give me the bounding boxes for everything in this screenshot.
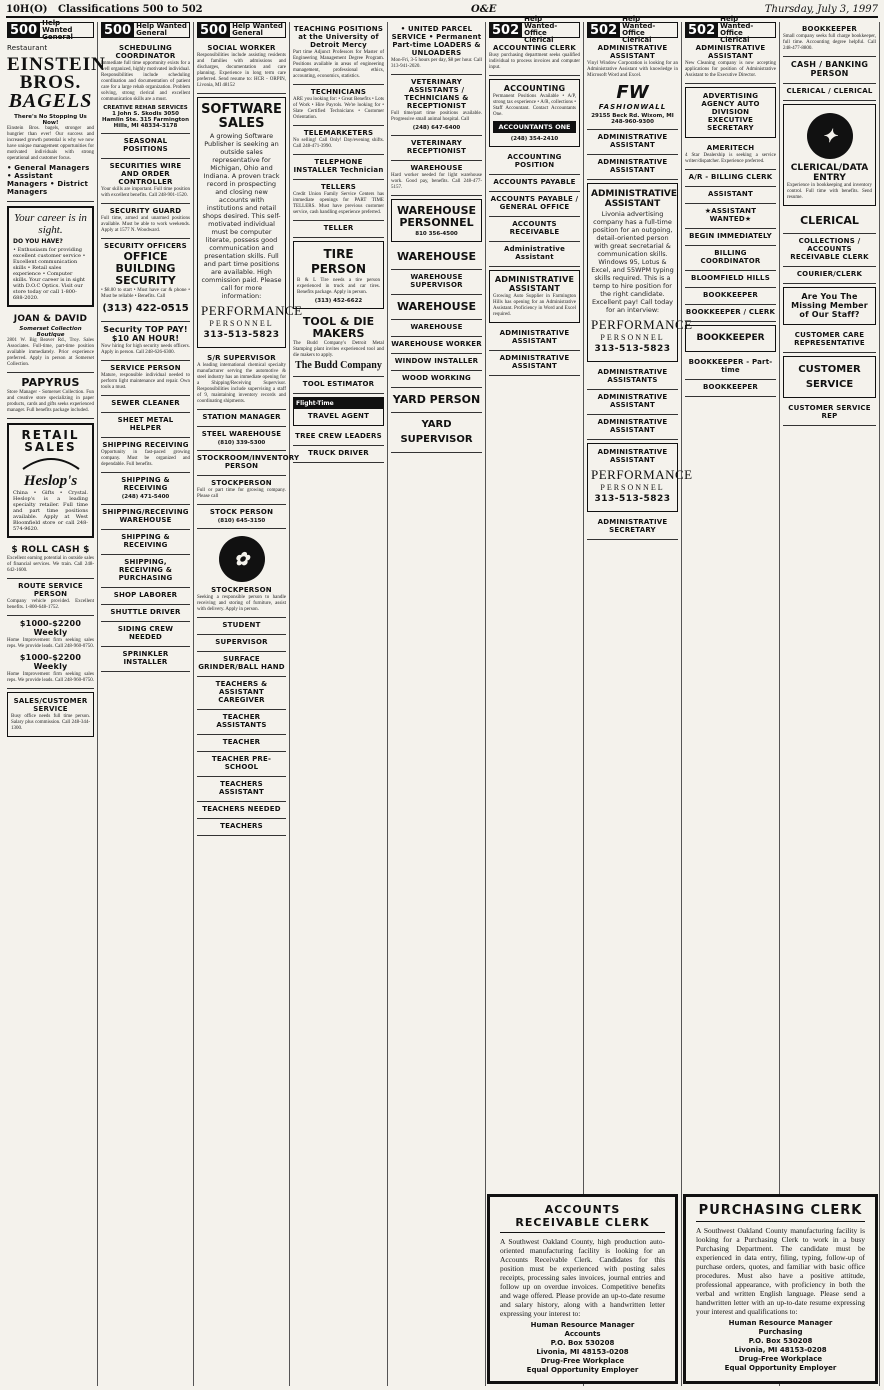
teachers-2-ad: TEACHERS	[197, 819, 286, 836]
accounting-clerk-ad: ACCOUNTING CLERK Busy purchasing department seeks qualified individual to process invoices and computer input.	[489, 41, 580, 76]
section-header: 500 Help Wanted General	[197, 22, 286, 38]
section-header: 500 Help Wanted General	[101, 22, 190, 38]
sales-customer-ad: SALES/CUSTOMER SERVICE Busy office needs full time person. Salary plus commission. Call 248-344-1300.	[7, 692, 94, 737]
customer-service-rep-ad: CUSTOMER SERVICE REP	[783, 401, 876, 426]
bloomfield-ad: BLOOMFIELD HILLS	[685, 271, 776, 288]
admin-assistants-ad: ADMINISTRATIVE ASSISTANTS	[587, 365, 678, 390]
cash-banking-ad: CASH / BANKING PERSON	[783, 57, 876, 84]
warehouse-3-ad: WAREHOUSE	[391, 295, 482, 320]
route-service-ad: ROUTE SERVICE PERSON Company vehicle provided. Excellent benefits. 1-800-648-1752.	[7, 579, 94, 616]
seasonal-ad: SEASONAL POSITIONS	[101, 134, 190, 159]
warehouse-ad: WAREHOUSE Hard worker needed for light warehouse work. Good pay, benefits. Call 248-477-5157.	[391, 161, 482, 196]
issue-date: Thursday, July 3, 1997	[764, 4, 878, 15]
admin-assistant-ad: Administrative Assistant	[489, 242, 580, 267]
wood-working-ad: WOOD WORKING	[391, 371, 482, 388]
assistant-ad: ASSISTANT	[685, 187, 776, 204]
stockperson-logo-ad: ✿ STOCKPERSON Seeking a responsible person to handle receiving and storing of furniture, assist with delivery. Apply in person.	[197, 529, 286, 618]
tellers-ad: TELLERS Credit Union Family Service Centers has immediate openings for PART TIME TELLERS. Must have previous customer service, cash handling experience preferred.	[293, 180, 384, 221]
teacher-preschool-ad: TEACHER PRE-SCHOOL	[197, 752, 286, 777]
classified-columns	[4, 15, 880, 1386]
missing-member-ad: Are You The Missing Member of Our Staff?	[783, 287, 876, 325]
ar-billing-ad: A/R - BILLING CLERK	[685, 170, 776, 187]
bookkeeper-ad: BOOKKEEPER Small company seeks full charge bookkeeper, full time. Accounting degree helpful. Call 248-477-8800.	[783, 22, 876, 57]
fashionwall-ad: ADMINISTRATIVE ASSISTANT Vinyl Window Corporation is looking for an Administrative Assistant with knowledge in Microsoft Word and Excel. FW FASHIONWALL 29155 Beck Rd. Wixom, MI 248-960-9300	[587, 41, 678, 130]
customer-care-ad: CUSTOMER CARE REPRESENTATIVE	[783, 328, 876, 353]
teachers-assistant-ad: TEACHERS ASSISTANT	[197, 777, 286, 802]
veterinary-ad: VETERINARY ASSISTANTS / TECHNICIANS & RECEPTIONIST Full time/part time positions available. Progressive small animal hospital. Call (248) 647-6400	[391, 75, 482, 136]
column-8	[682, 15, 780, 1386]
shipping-receiving-3-ad: SHIPPING & RECEIVING	[101, 530, 190, 555]
accounts-payable-general-ad: ACCOUNTS PAYABLE / GENERAL OFFICE	[489, 192, 580, 217]
truck-driver-ad: TRUCK DRIVER	[293, 446, 384, 463]
shipping-purchasing-ad: SHIPPING, RECEIVING & PURCHASING	[101, 555, 190, 588]
shipping-warehouse-ad: SHIPPING/RECEIVING WAREHOUSE	[101, 505, 190, 530]
warehouse-worker-ad: WAREHOUSE WORKER	[391, 337, 482, 354]
column-9	[780, 22, 880, 1386]
warehouse-personnel-ad: WAREHOUSE PERSONNEL 810 356-4500	[391, 199, 482, 242]
securities-ad: SECURITIES WIRE AND ORDER CONTROLLER Your skills are important. Full time position with excellent benefits. Call 248-901-1520.	[101, 159, 190, 204]
purchasing-clerk-ad: PURCHASING CLERK A Southwest Oakland County manufacturing facility is looking for a Purchasing Clerk to work in a busy Purchasing Department. The candidate must be experienced in data entry, filing, typing, follow-up of purchase orders, quotes, and familiar with basic office procedures. Must also have a positive attitude, professional appearance, with proficiency in both the verbal and written English language. Please send a handwritten letter with an up-to-date resume expressing your interest and qualifications to: Human Resource Manager Purchasing P.O. Box 530208 Livonia, MI 48153-0208 Drug-Free Workplace Equal Opportunity Employer	[683, 1194, 878, 1384]
teller-ad: TELLER	[293, 221, 384, 238]
window-installer-ad: WINDOW INSTALLER	[391, 354, 482, 371]
admin-assistant-ad: ADMINISTRATIVE ASSISTANT	[587, 130, 678, 155]
begin-immediately-ad: BEGIN IMMEDIATELY	[685, 229, 776, 246]
billing-coordinator-ad: BILLING COORDINATOR	[685, 246, 776, 271]
sheet-metal-ad: SHEET METAL HELPER	[101, 413, 190, 438]
teaching-positions-ad: TEACHING POSITIONS at the University of Detroit Mercy Part time Adjunct Professors for Master of Engineering Management Degree Program. Positions available in areas of engineering management, professional ethics, accounting, economics, statistics.	[293, 22, 384, 85]
admin-assistant-3-ad: ADMINISTRATIVE ASSISTANT	[489, 326, 580, 351]
warehouse-4-ad: WAREHOUSE	[391, 320, 482, 337]
telemarketers-ad: TELEMARKETERS No selling! Call Only! Day/evening shifts. Call 248-471-3990.	[293, 126, 384, 155]
livonia-admin-ad: ADMINISTRATIVE ASSISTANT Livonia advertising company has a full-time position for an outgoing, detail-oriented person with great secretarial & communication skills. Windows 95, Lotus & Excel, and 55WPM typing skills required. This is a temp to hire position for the right candidate. Excellent pay! Call today for an interview: PERFORMANCE PERSONNEL 313-513-5823	[587, 183, 678, 362]
bookkeeper-ad: BOOKKEEPER	[685, 288, 776, 305]
teachers-needed-ad: TEACHERS NEEDED	[197, 802, 286, 819]
flight-time-ad: Flight-Time TRAVEL AGENT	[293, 397, 384, 426]
accounts-receivable-ad: ACCOUNTS RECEIVABLE	[489, 217, 580, 242]
column-1	[4, 18, 106, 1386]
yard-supervisor-ad: YARD SUPERVISOR	[391, 413, 482, 453]
performance-personnel-logo: PERFORMANCE PERSONNEL 313-513-5823	[591, 317, 693, 354]
section-header: 502 Help Wanted- Office Clerical	[587, 22, 678, 38]
column-4	[290, 22, 388, 1386]
clerical-ad: CLERICAL / CLERICAL	[783, 84, 876, 101]
roll-cash-ad: $ ROLL CASH $ Excellent earning potential in outside sales of financial services. We train. Call 248-642-1600.	[7, 542, 94, 579]
column-3	[194, 22, 303, 1386]
bagels-ad: Restaurant EINSTEIN BROS. BAGELS There's No Stopping Us Now! Einstein Bros. bagels, stronger and hungrier than ever! Our success and increased growth potential is why we now have unique management opportunities for motivated individuals with strong operational and customer focus. • General Managers • Assistant Managers • District Managers	[7, 41, 94, 202]
security-guard-ad: SECURITY GUARD Full time, armed and unarmed positions available. Must be able to work weekends. Apply at 1577 N. Woodward.	[101, 204, 190, 239]
column-7	[584, 15, 693, 1386]
admin-assistant-3-ad: ADMINISTRATIVE ASSISTANT	[587, 390, 678, 415]
ad-agency-ad: ADVERTISING AGENCY AUTO DIVISION EXECUTIVE SECRETARY	[685, 87, 776, 138]
career-ad: Your career is in sight. DO YOU HAVE? • Enthusiasm for providing excellent customer service • Excellent communication skills • Retail sales experience • Computer skills. Your career is in sight with D.O.C Optics. Visit our store today or call 1-800-688-2020.	[7, 206, 94, 307]
stock-person-ad: STOCK PERSON (810) 645-3150	[197, 505, 286, 529]
performance-personnel-logo: PERFORMANCE PERSONNEL 313-513-5823	[591, 467, 693, 504]
section-label: 10H(O) Classifications 500 to 502	[6, 4, 203, 15]
shipping-receiving-ad: SHIPPING RECEIVING Opportunity in fast-paced growing company. Must be organized and dependable. Full benefits.	[101, 438, 190, 473]
tree-crew-ad: TREE CREW LEADERS	[293, 429, 384, 446]
company-logo-icon: ✦	[807, 113, 853, 159]
performance-personnel-logo: PERFORMANCE PERSONNEL 313-513-5823	[201, 303, 303, 340]
column-5	[388, 22, 486, 1386]
ameritech-ad: AMERITECH 4 Star Dealership is seeking a service writer/dispatcher. Experience preferred.	[685, 141, 776, 170]
arc-logo-icon	[21, 455, 81, 471]
section-header: 502 Help Wanted- Office Clerical	[489, 22, 580, 38]
surface-grinder-ad: SURFACE GRINDER/BALL HAND	[197, 652, 286, 677]
bookkeeper-parttime-ad: BOOKKEEPER - Part-time	[685, 355, 776, 380]
warehouse-2-ad: WAREHOUSE	[391, 245, 482, 270]
accounting-ad: ACCOUNTING Permanent Positions Available • A/P, strong tax experience • A/R, collections • Staff Accountant. Contact Accountants One. ACCOUNTANTS ONE (248) 354-2410	[489, 79, 580, 147]
tire-person-ad: TIRE PERSON B & L Tire needs a tire person experienced in truck and car tires. Benefits package. Apply in person. (313) 452-6622	[293, 241, 384, 309]
tool-die-ad: TOOL & DIE MAKERS The Budd Company's Detroit Metal Stamping plant invites experienced tool and die makers to apply. The Budd Company	[293, 312, 384, 377]
station-manager-ad: STATION MANAGER	[197, 410, 286, 427]
admin-assistant-4-ad: ADMINISTRATIVE ASSISTANT	[489, 351, 580, 376]
shuttle-driver-ad: SHUTTLE DRIVER	[101, 605, 190, 622]
warehouse-supervisor-ad: WAREHOUSE SUPERVISOR	[391, 270, 482, 295]
admin-secretary-ad: ADMINISTRATIVE SECRETARY	[587, 515, 678, 540]
shipping-receiving-2-ad: SHIPPING & RECEIVING (248) 471-5400	[101, 473, 190, 505]
vet-receptionist-ad: VETERINARY RECEPTIONIST	[391, 136, 482, 161]
retail-sales-ad: RETAIL SALES Heslop's China • Gifts • Crystal. Heslop's is a leading specialty retailer. Full time and part time positions available. Apply at West Bloomfield store or call 248-574-9620.	[7, 423, 94, 538]
yard-person-ad: YARD PERSON	[391, 388, 482, 413]
customer-service-ad: CUSTOMER SERVICE	[783, 356, 876, 398]
united-parcel-ad: • UNITED PARCEL SERVICE • Permanent Part-time LOADERS & UNLOADERS Mon-Fri, 3-5 hours per day, $8 per hour. Call 313-941-2020.	[391, 22, 482, 75]
fashionwall-logo: FW FASHIONWALL	[598, 82, 667, 111]
top-pay-ad: Security TOP PAY! $10 AN HOUR! Now hiring for high security needs officers. Apply in person. Call 248-626-6300.	[101, 322, 190, 361]
tool-estimator-ad: TOOL ESTIMATOR	[293, 377, 384, 394]
scheduling-coordinator-ad: SCHEDULING COORDINATOR Immediate full time opportunity exists for a well organized, highly motivated individual. Responsibilities include scheduling coordination and documentation of patient care for a large rehab organization. Problem solving, strong clerical and excellent communication skills are a must. CREATIVE REHAB SERVICES 1 John S. Skodis 3050 Hamlin Ste. 315 Farmington Hills, MI 48334-3178	[101, 41, 190, 134]
software-sales-ad: SOFTWARE SALES A growing Software Publisher is seeking an outside sales representative for Michigan, Ohio and Indiana. A proven track record in prospecting and closing new accounts with institutions and retail shops desired. This self-motivated individual must be computer literate, possess good communication and presentation skills. Full and part time positions are available. High commission paid. Please call for more information: PERFORMANCE PERSONNEL 313-513-5823	[197, 97, 286, 348]
accounts-payable-ad: ACCOUNTS PAYABLE	[489, 175, 580, 192]
social-worker-ad: SOCIAL WORKER Responsibilities include assisting residents and families with admissions and discharges, documentation and care planning. Experience in long term care preferred. Send resume to: HCR - ORPIN, Livonia, MI 48152	[197, 41, 286, 94]
collections-ad: COLLECTIONS / ACCOUNTS RECEIVABLE CLERK	[783, 234, 876, 267]
sprinkler-installer-ad: SPRINKLER INSTALLER	[101, 647, 190, 672]
joan-david-ad: JOAN & DAVID Somerset Collection Boutique 2801 W. Big Beaver Rd., Troy. Sales Associates. Full-time, part-time position available immediately. Prior experience preferred. Apply in person at Somerset Collection.	[7, 311, 94, 373]
student-ad: STUDENT	[197, 618, 286, 635]
clerical-2-ad: CLERICAL	[783, 209, 876, 234]
shop-laborer-ad: SHOP LABORER	[101, 588, 190, 605]
admin-assistant-ad: ADMINISTRATIVE ASSISTANT New Cleaning company is now accepting applications for position of Administrative Assistant to the Executive Director.	[685, 41, 776, 84]
papyrus-ad: PAPYRUS Store Manager - Somerset Collection. Fun and creative store specializing in paper products, cards and gifts seeks experienced manager. Full benefits package included.	[7, 373, 94, 419]
siding-crew-ad: SIDING CREW NEEDED	[101, 622, 190, 647]
stockpro-ad: STOCKPERSON Full or part time for growing company. Please call	[197, 476, 286, 505]
sr-supervisor-ad: S/R SUPERVISOR A leading international chemical specialty manufacturer serving the automotive & steel industry has an immediate opening for a Shipping/Receiving Supervisor. Responsibilities include supervising a staff of 9, maintaining inventory records and coordinating shipments.	[197, 351, 286, 410]
admin-assistant-4-ad: ADMINISTRATIVE ASSISTANT	[587, 415, 678, 440]
admin-assistant-2-ad: ADMINISTRATIVE ASSISTANT	[587, 155, 678, 180]
bookkeeper-clerk-ad: BOOKKEEPER / CLERK	[685, 305, 776, 322]
bagels-logo: EINSTEIN BROS. BAGELS	[7, 54, 106, 112]
company-logo-icon: ✿	[219, 536, 265, 582]
sales-ad: $1000-$2200 Weekly Home Improvement firm seeking sales reps. We provide leads. Call 248-960-0750. $1000-$2200 Weekly Home Improvement firm seeking sales reps. We provide leads. Call 248-960-0750.	[7, 616, 94, 689]
section-header: 500 Help Wanted General	[7, 22, 94, 38]
steel-warehouse-ad: STEEL WAREHOUSE (810) 339-5300	[197, 427, 286, 451]
accounting-position-ad: ACCOUNTING POSITION	[489, 150, 580, 175]
supervisor-ad: SUPERVISOR	[197, 635, 286, 652]
column-2	[98, 22, 194, 1386]
technicians-ad: TECHNICIANS ARE you looking for: • Great Benefits • Lots of Work • Hire Payrols. We're looking for • Slate Certified Technicians • Customer Orientation.	[293, 85, 384, 126]
courier-clerk-ad: COURIER/CLERK	[783, 267, 876, 284]
sewer-cleaner-ad: SEWER CLEANER	[101, 396, 190, 413]
section-header: 502 Help Wanted- Office Clerical	[685, 22, 776, 38]
accounts-receivable-clerk-ad: ACCOUNTS RECEIVABLE CLERK A Southwest Oakland County, high production auto-oriented manufacturing facility is looking for an Accounts Receivable Clerk. Candidates for this position must be experienced with posting sales receipts, processing sales invoices, journal entries and follow up on overdue invoices. Competitive benefits and wage offered. Please provide an up-to-date resume and salary history, along with a handwritten letter expressing your interest to: Human Resource Manager Accounts P.O. Box 530208 Livonia, MI 48153-0208 Drug-Free Workplace Equal Opportunity Employer	[487, 1194, 678, 1384]
bookkeeper-2-ad: BOOKKEEPER	[685, 325, 776, 352]
admin-assistant-5-ad: ADMINISTRATIVE ASSISTANT PERFORMANCE PERSONNEL 313-513-5823	[587, 443, 678, 512]
security-officers-ad: SECURITY OFFICERS OFFICE BUILDING SECURITY • $8.00 to start • Must have car & phone • Must be reliable • Benefits. Call (313) 422-0515	[101, 239, 190, 322]
stockroom-ad: STOCKROOM/INVENTORY PERSON	[197, 451, 286, 476]
bookkeeper-3-ad: BOOKKEEPER	[685, 380, 776, 397]
accountants-one-logo: ACCOUNTANTS ONE	[493, 121, 576, 133]
teachers-caregiver-ad: TEACHERS & ASSISTANT CAREGIVER	[197, 677, 286, 710]
column-6	[486, 15, 584, 1386]
assistant-wanted-ad: ★ASSISTANT WANTED★	[685, 204, 776, 229]
paper-name: O&E	[471, 4, 497, 15]
clerical-data-entry-ad: ✦ CLERICAL/DATA ENTRY Experience in bookkeeping and inventory control. Full time with benefits. Send resume.	[783, 104, 876, 206]
admin-assistant-2-ad: ADMINISTRATIVE ASSISTANT Growing Auto Supplier in Farmington Hills has opening for an Administrative Assistant. Proficiency in Word and Excel required.	[489, 270, 580, 323]
teacher-assistants-ad: TEACHER ASSISTANTS	[197, 710, 286, 735]
service-person-ad: SERVICE PERSON Mature, responsible individual needed to perform light maintenance and repair. Own tools a must.	[101, 361, 190, 396]
telephone-installer-ad: TELEPHONE INSTALLER Technician	[293, 155, 384, 180]
teacher-ad: TEACHER	[197, 735, 286, 752]
